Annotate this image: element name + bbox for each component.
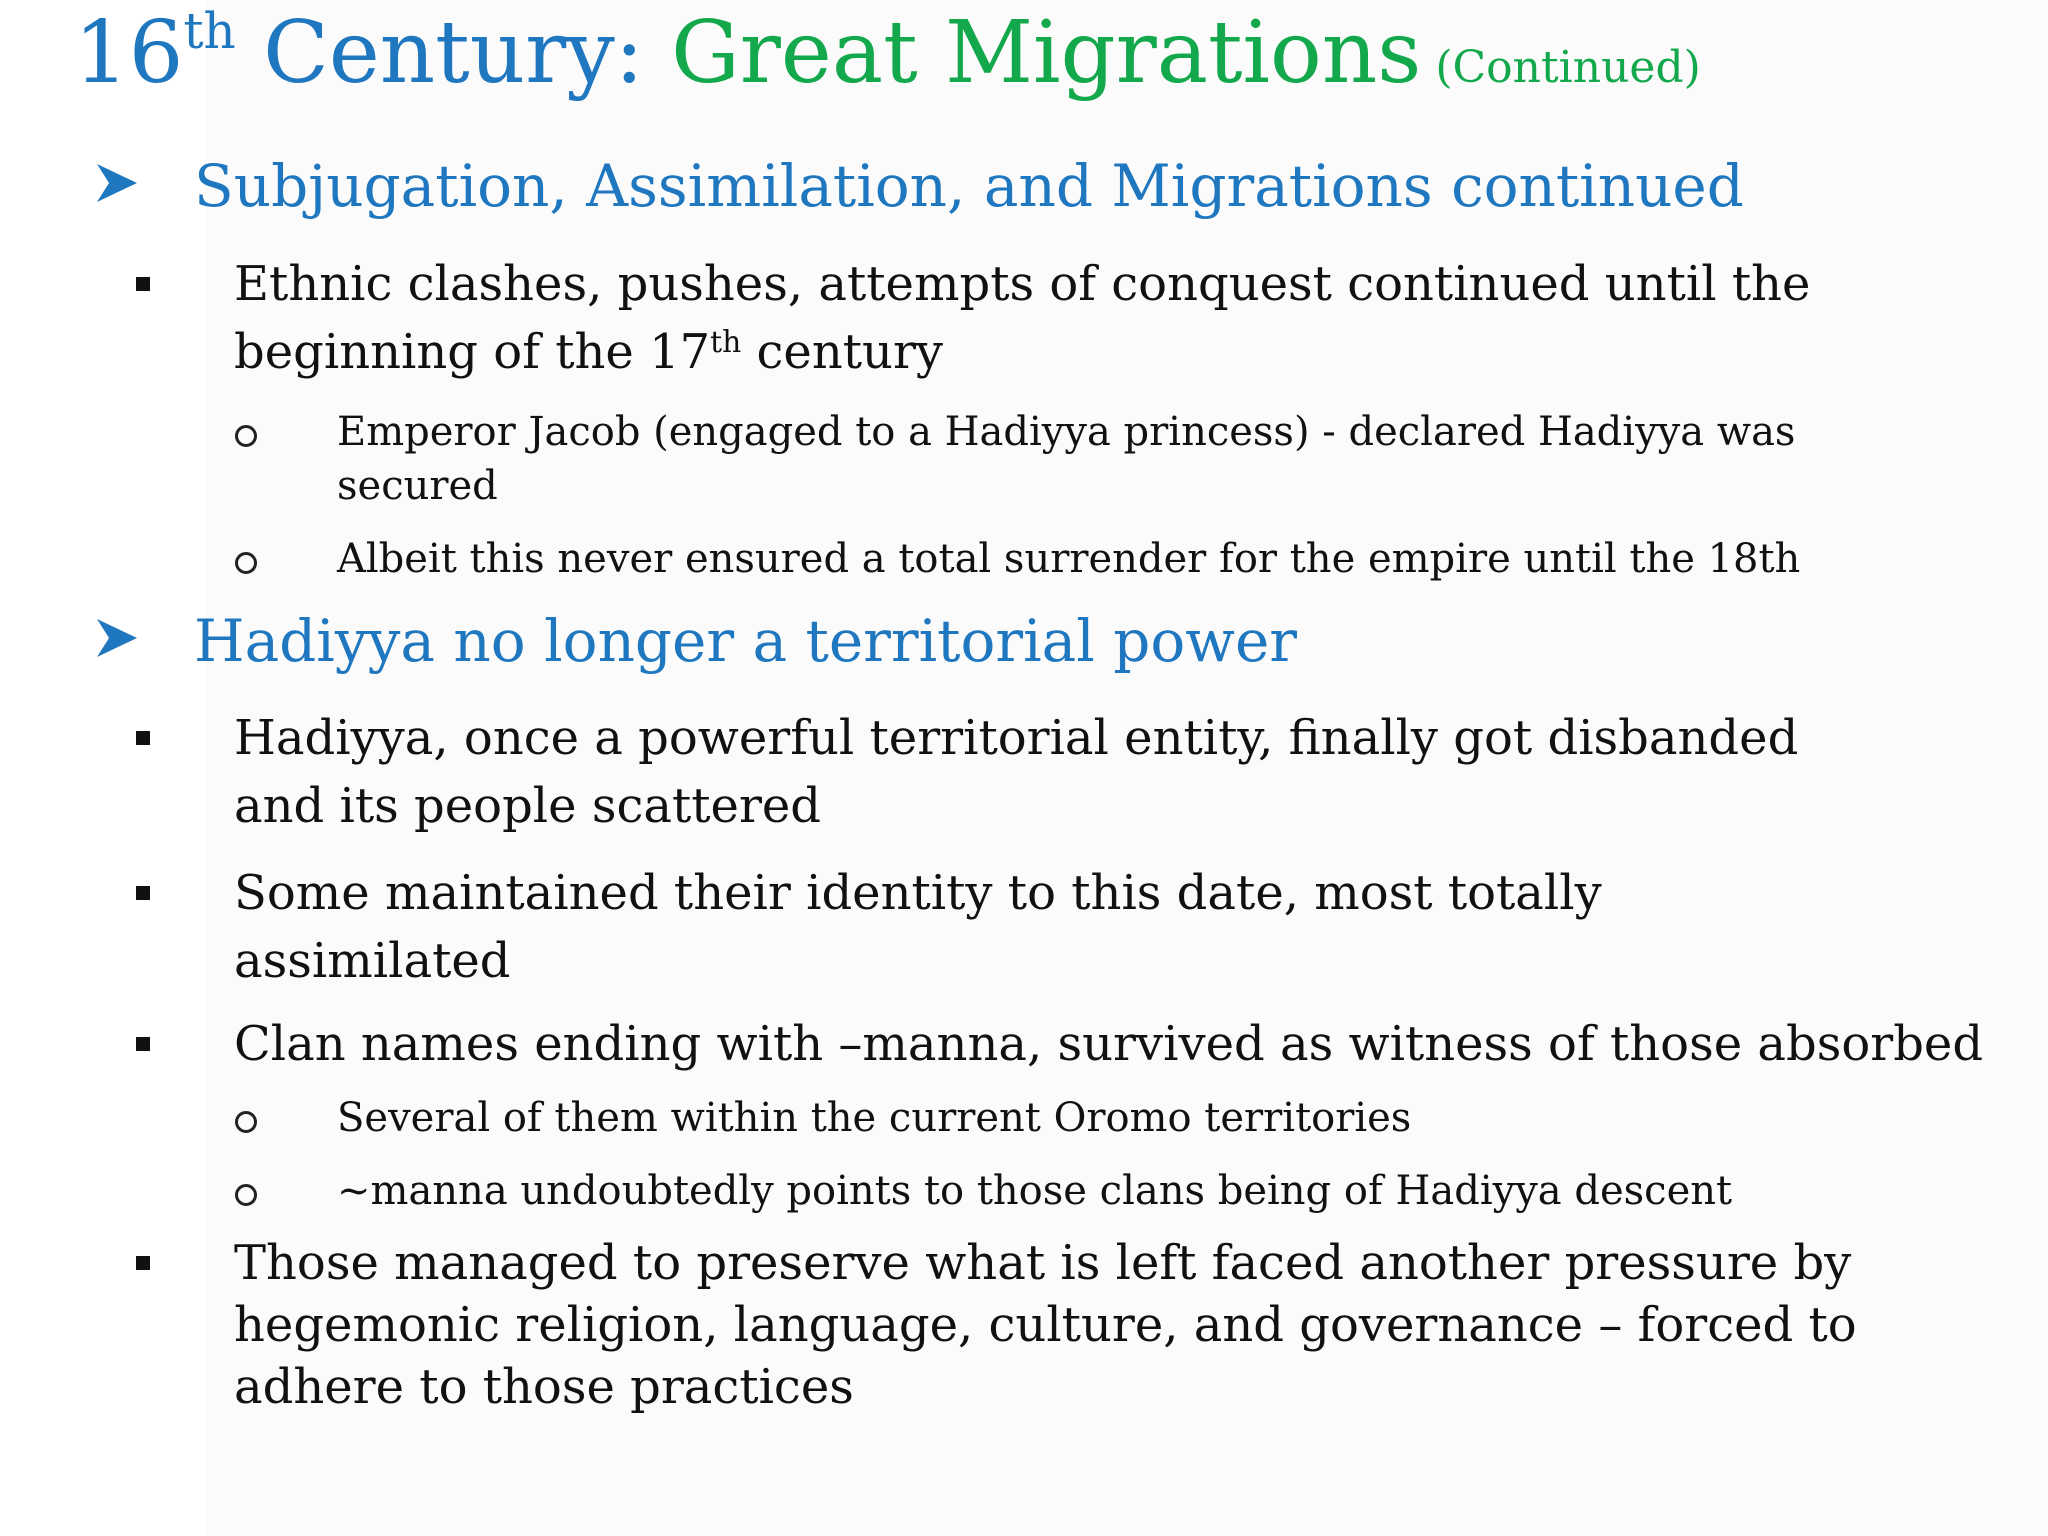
sub-bullet-text: Several of them within the current Oromo territories xyxy=(337,1095,1412,1141)
bullet-text-line: Hadiyya, once a powerful territorial entity, finally got disbanded xyxy=(234,710,1799,766)
bullet-text-line: Some maintained their identity to this date, most totally xyxy=(234,865,1602,921)
ordinal-superscript: th xyxy=(710,324,742,360)
section-heading: Hadiyya no longer a territorial power xyxy=(194,607,1297,675)
circle-bullet-icon xyxy=(235,552,257,574)
square-bullet-icon xyxy=(136,277,150,291)
title-main: Great Migrations xyxy=(671,3,1422,103)
title-superscript: th xyxy=(183,2,236,60)
square-bullet-icon xyxy=(136,886,150,900)
arrow-bullet-icon xyxy=(95,617,139,659)
section-heading: Subjugation, Assimilation, and Migrations continued xyxy=(194,152,1744,220)
bullet-text-fragment: beginning of the 17 xyxy=(234,324,711,380)
bullet-text-line xyxy=(234,318,943,386)
square-bullet-icon xyxy=(136,1256,150,1270)
circle-bullet-icon xyxy=(235,1184,257,1206)
circle-bullet-icon xyxy=(235,425,257,447)
bullet-text-line: assimilated xyxy=(234,933,511,989)
bullet-text-line: and its people scattered xyxy=(234,778,822,834)
sub-bullet-text: Albeit this never ensured a total surrender for the empire until the 18th xyxy=(337,536,1801,582)
bullet-text: Clan names ending with –manna, survived as witness of those absorbed xyxy=(234,1016,1984,1072)
sub-bullet-text-line: Emperor Jacob (engaged to a Hadiyya princess) - declared Hadiyya was xyxy=(337,409,1796,455)
square-bullet-icon xyxy=(136,731,150,745)
title-century: Century: xyxy=(235,3,672,103)
circle-bullet-icon xyxy=(235,1111,257,1133)
bullet-text-fragment: century xyxy=(741,324,944,380)
bullet-text-line: adhere to those practices xyxy=(234,1359,854,1415)
bullet-text-line: Ethnic clashes, pushes, attempts of conquest continued until the xyxy=(234,256,1811,312)
bullet-text-line: hegemonic religion, language, culture, and governance – forced to xyxy=(234,1297,1857,1353)
title-number: 16 xyxy=(74,3,184,103)
sub-bullet-text-line: secured xyxy=(337,463,498,509)
square-bullet-icon xyxy=(136,1037,150,1051)
bullet-text-line: Those managed to preserve what is left faced another pressure by xyxy=(234,1235,1852,1291)
sub-bullet-text: ~manna undoubtedly points to those clans being of Hadiyya descent xyxy=(337,1168,1733,1214)
arrow-bullet-icon xyxy=(95,162,139,204)
title-continued: (Continued) xyxy=(1421,42,1701,93)
